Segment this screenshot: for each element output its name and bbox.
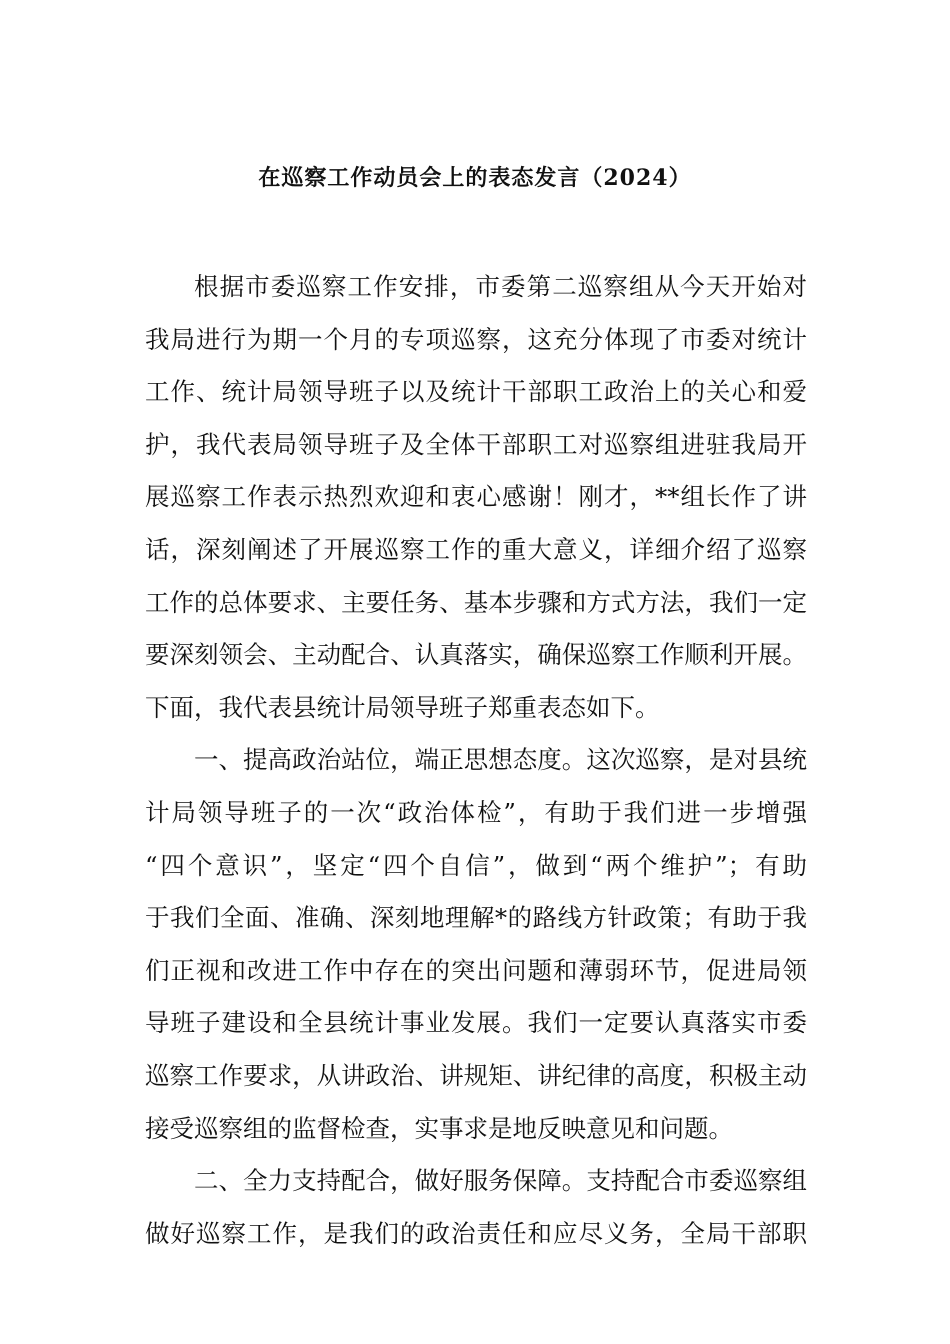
body-line: 导班子建设和全县统计事业发展。我们一定要认真落实市委 [145,1008,807,1038]
body-line: 展巡察工作表示热烈欢迎和衷心感谢！刚才，**组长作了讲 [145,482,807,512]
body-line: 话，深刻阐述了开展巡察工作的重大意义，详细介绍了巡察 [145,534,807,564]
document-body [145,267,807,1266]
body-line: 我局进行为期一个月的专项巡察，这充分体现了市委对统计 [145,324,807,354]
body-line: 们正视和改进工作中存在的突出问题和薄弱环节，促进局领 [145,955,807,985]
body-line: 巡察工作要求，从讲政治、讲规矩、讲纪律的高度，积极主动 [145,1060,807,1090]
body-line: “四个意识”，坚定“四个自信”，做到“两个维护”；有助 [145,850,807,880]
body-line: 计局领导班子的一次“政治体检”，有助于我们进一步增强 [145,797,807,827]
body-line: 根据市委巡察工作安排，市委第二巡察组从今天开始对 [194,272,807,301]
body-line: 做好巡察工作，是我们的政治责任和应尽义务，全局干部职 [145,1218,807,1248]
body-line: 工作的总体要求、主要任务、基本步骤和方式方法，我们一定 [145,587,807,617]
document-title: 在巡察工作动员会上的表态发言（2024） [258,165,692,191]
body-line: 要深刻领会、主动配合、认真落实，确保巡察工作顺利开展。 [145,640,807,670]
body-line: 一、提高政治站位，端正思想态度。这次巡察，是对县统 [194,745,807,775]
body-line: 接受巡察组的监督检查，实事求是地反映意见和问题。 [145,1113,733,1143]
body-line: 下面，我代表县统计局领导班子郑重表态如下。 [145,692,660,722]
body-line: 护，我代表局领导班子及全体干部职工对巡察组进驻我局开 [145,429,807,459]
body-line: 二、全力支持配合，做好服务保障。支持配合市委巡察组 [194,1166,807,1196]
body-line: 于我们全面、准确、深刻地理解*的路线方针政策；有助于我 [145,903,807,933]
body-line: 工作、统计局领导班子以及统计干部职工政治上的关心和爱 [145,377,807,407]
